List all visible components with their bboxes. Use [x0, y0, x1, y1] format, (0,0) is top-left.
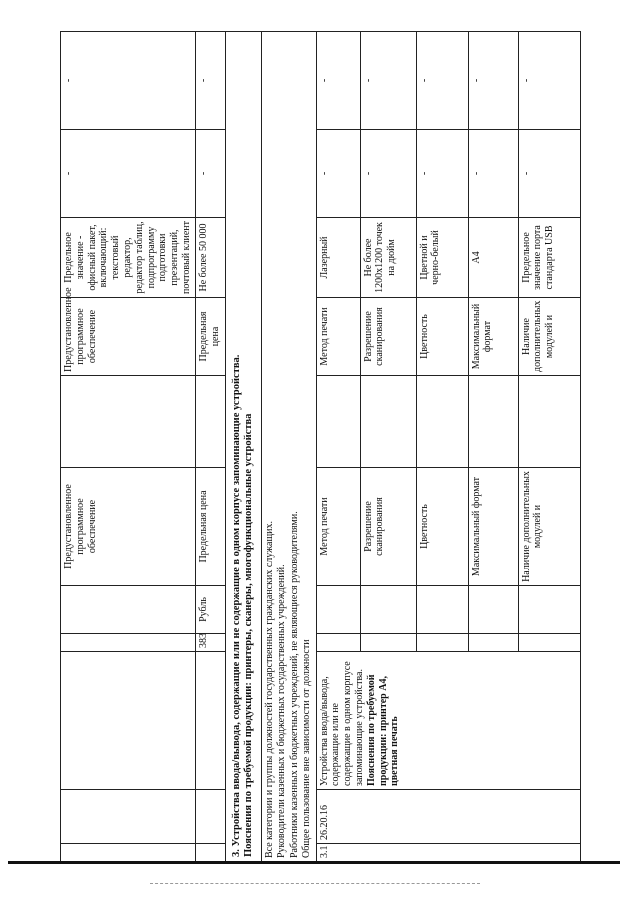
- spec-name: Разрешение сканирования: [360, 468, 416, 586]
- dash-cell: -: [360, 32, 416, 130]
- dash-cell: -: [61, 130, 196, 218]
- dash-cell: -: [468, 32, 518, 130]
- okpd-code: 26.20.16: [316, 790, 580, 844]
- dash-cell: -: [468, 130, 518, 218]
- unit-name: Рубль: [195, 586, 225, 634]
- spec-value: Предельное значение порта стандарта USB: [518, 218, 580, 298]
- spec-name: Цветность: [416, 468, 468, 586]
- item-name: Устройства ввода/вывода, содержащие или не содержащие в одном корпусе запоминающие устройства.: [318, 661, 365, 786]
- dash-cell: -: [195, 32, 225, 130]
- spec-value: А4: [468, 218, 518, 298]
- characteristic-value: Предельное значение - офисный пакет, включающий: текстовый редактор, редактор таблиц, подпрограмму подготовки презентаций, почтовый клиент: [61, 218, 196, 298]
- dash-cell: -: [61, 32, 196, 130]
- spec-value: Лазерный: [316, 218, 360, 298]
- table-row: [61, 32, 196, 862]
- section-header-row: [225, 32, 261, 862]
- dash-cell: -: [316, 32, 360, 130]
- dash-cell: -: [518, 130, 580, 218]
- document-sheet: [60, 32, 614, 862]
- rotated-page: [60, 32, 614, 862]
- spec-name-approved: Цветность: [416, 298, 468, 376]
- note-line: Руководители казенных и бюджетных государственных учреждений.: [276, 564, 288, 858]
- dash-cell: -: [195, 130, 225, 218]
- dash-cell: -: [416, 130, 468, 218]
- item-name-cell: [316, 652, 580, 790]
- spec-name-approved: Наличие дополнительных модулей и: [518, 298, 580, 376]
- spec-name-approved: Разрешение сканирования: [360, 298, 416, 376]
- section-title: 3. Устройства ввода/вывода, содержащие или не содержащие в одном корпусе запоминающие устройства.: [230, 354, 242, 857]
- characteristic-value: Не более 50 000: [195, 218, 225, 298]
- section-subtitle: Пояснения по требуемой продукции: принтеры, сканеры, многофункциональные устройства: [243, 413, 255, 857]
- spec-value: Цветной и черно-белый: [416, 218, 468, 298]
- footer-faint-line: [150, 883, 480, 885]
- okei-code: 383: [195, 634, 225, 652]
- spec-name: Наличие дополнительных модулей и: [518, 468, 580, 586]
- note-line: Общее пользование вне зависимости от должности: [301, 639, 313, 858]
- page-bottom-rule: [8, 861, 620, 864]
- item-number: 3.1: [316, 844, 580, 862]
- spec-name: Максимальный формат: [468, 468, 518, 586]
- spec-name: Метод печати: [316, 468, 360, 586]
- dash-cell: -: [360, 130, 416, 218]
- table-row: [316, 32, 360, 862]
- dash-cell: -: [518, 32, 580, 130]
- dash-cell: -: [416, 32, 468, 130]
- table-row: [195, 32, 225, 862]
- requirements-table: [60, 31, 581, 862]
- spec-name-approved: Максимальный формат: [468, 298, 518, 376]
- note-line: Работники казенных и бюджетных учреждений, не являющиеся руководителями.: [288, 511, 300, 858]
- characteristic-name: Предельная цена: [195, 468, 225, 586]
- item-note: Пояснения по требуемой продукции: принтер А4, цветная печать: [365, 674, 401, 786]
- spec-name-approved: Метод печати: [316, 298, 360, 376]
- notes-row: [261, 32, 316, 862]
- characteristic-name-approved: Предельная цена: [195, 298, 225, 376]
- characteristic-name-approved: Предустановленное программное обеспечение: [61, 298, 196, 376]
- spec-value: Не более 1200х1200 точек на дюйм: [360, 218, 416, 298]
- dash-cell: -: [316, 130, 360, 218]
- characteristic-name: Предустановленное программное обеспечение: [61, 468, 196, 586]
- note-line: Все категории и группы должностей государственных гражданских служащих.: [263, 520, 275, 858]
